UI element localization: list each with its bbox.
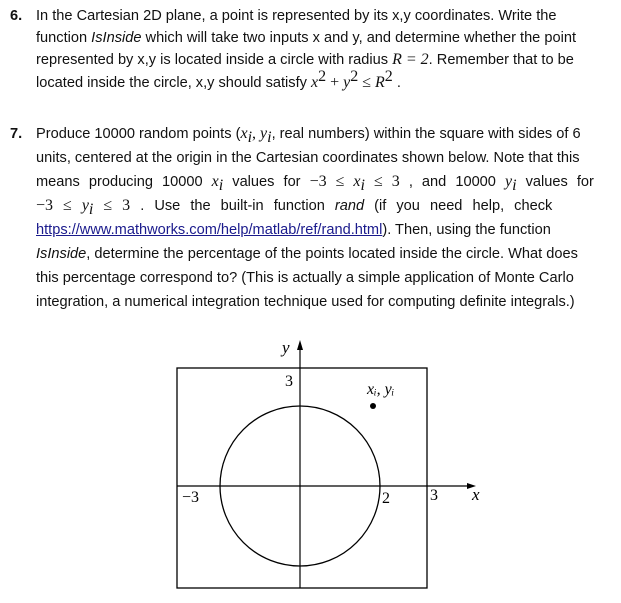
function-name: IsInside [91, 29, 142, 46]
y-tick-3: 3 [285, 373, 293, 390]
question-6 [10, 6, 600, 94]
point-label: xᵢ, yᵢ [367, 381, 395, 398]
sample-point [370, 403, 376, 409]
question-number: 7. [10, 126, 23, 142]
y-axis-arrow-icon [297, 340, 303, 350]
function-name: IsInside [36, 246, 87, 262]
question-6-text: In the Cartesian 2D plane, a point is represented by its x,y coordinates. Write the function IsInside which will take two inputs x and y, and determine whether the point represented by x,y is located inside a circle with radius R = 2. Remember that to be located inside the circle, x,y should satisfy $x^2 + y^2 \le R^2$ . [36, 8, 577, 91]
x-axis-label: x [472, 485, 480, 504]
question-7-text: Produce 10000 random points ($x_i$, $y_i$, real numbers) within the square with sides of 6 units, centered at the origin in the Cartesian coordinates shown below. Note that this means producing 10000 $x_i$ values for $-3 \le x_i \le 3$ , and 10000 $y_i$ values for $-3 \le y_i \le 3$ . Use the built-in function rand (if you need help, check https://www.mathworks.com/help/matlab/ref/rand.html). Then, using the function IsInside, determine the percentage of the points located inside the circle. What does this percentage correspond to? (This is actually a simple application of Monte Carlo integration, a numerical integration technique used for computing definite integrals.) [36, 125, 594, 310]
inequality: $x^2 + y^2 \le R^2$ . [310, 67, 401, 91]
x-tick-2: 2 [382, 490, 390, 507]
question-number: 6. [10, 8, 23, 24]
x-tick-neg3: −3 [182, 489, 200, 506]
x-tick-3: 3 [430, 487, 438, 504]
y-axis-label: y [282, 338, 290, 357]
cartesian-figure [160, 330, 500, 595]
matlab-rand-doc-link[interactable]: https://www.mathworks.com/help/matlab/ref/rand.html [36, 222, 383, 238]
square-boundary [177, 368, 427, 588]
rand-function: rand [334, 198, 365, 214]
radius-equation: R = 2 [392, 51, 429, 68]
question-7 [10, 122, 600, 314]
